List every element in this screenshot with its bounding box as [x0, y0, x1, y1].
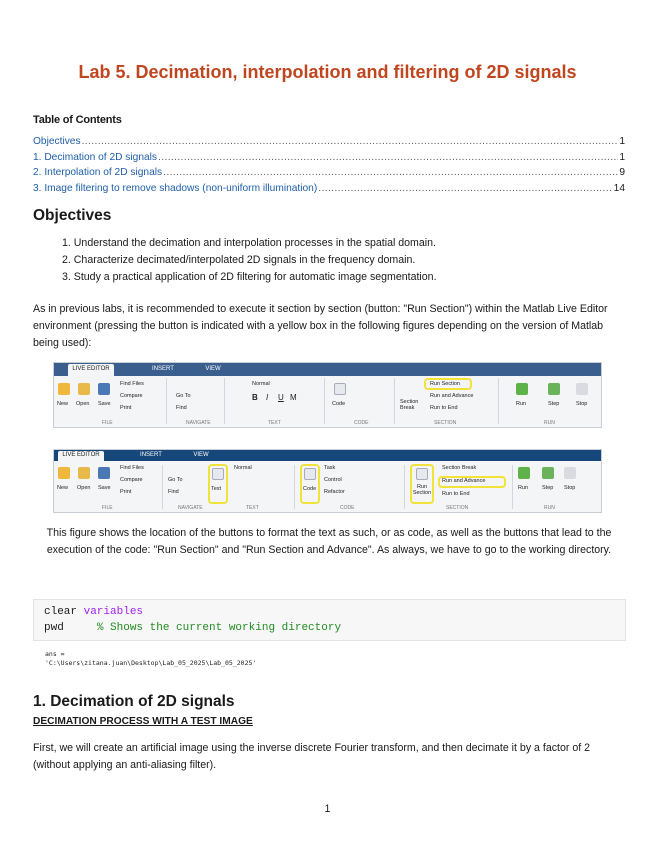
- underline-button[interactable]: U: [278, 393, 284, 402]
- find-files-button[interactable]: Find Files: [120, 465, 144, 471]
- text-icon[interactable]: [212, 468, 224, 480]
- run-section-icon[interactable]: [416, 468, 428, 480]
- new-icon[interactable]: [58, 383, 70, 395]
- code-icon[interactable]: [304, 468, 316, 480]
- document-title: Lab 5. Decimation, interpolation and filtering of 2D signals: [78, 62, 577, 82]
- page-number: 1: [324, 803, 331, 815]
- code-button[interactable]: Code: [332, 401, 346, 407]
- section-break-button[interactable]: Section Break: [442, 465, 477, 471]
- code-block[interactable]: [33, 599, 626, 641]
- text-button[interactable]: Text: [211, 486, 222, 492]
- print-button[interactable]: Print: [120, 405, 132, 411]
- list-item: 2. Characterize decimated/interpolated 2D signals in the frequency domain.: [62, 254, 416, 266]
- tab-live-editor[interactable]: LIVE EDITOR: [68, 364, 114, 376]
- group-label-run: RUN: [544, 420, 555, 426]
- ribbon-tab-bar: [54, 450, 601, 461]
- step-icon[interactable]: [542, 467, 554, 479]
- refactor-button[interactable]: Refactor: [324, 489, 345, 495]
- save-icon[interactable]: [98, 383, 110, 395]
- compare-button[interactable]: Compare: [120, 477, 143, 483]
- toc-entry[interactable]: [33, 167, 625, 183]
- bold-button[interactable]: B: [252, 393, 258, 402]
- open-icon[interactable]: [78, 383, 90, 395]
- new-icon[interactable]: [58, 467, 70, 479]
- toc-page: 1: [619, 151, 625, 163]
- toc-heading: Table of Contents: [33, 114, 122, 126]
- italic-button[interactable]: I: [266, 393, 269, 402]
- code-icon[interactable]: [334, 383, 346, 395]
- command-output: ans = 'C:\Users\zitana.juan\Desktop\Lab_05_2025\Lab_05_2025': [45, 650, 257, 667]
- step-button[interactable]: Step: [548, 401, 560, 407]
- toc-link[interactable]: 1. Decimation of 2D signals: [33, 151, 158, 163]
- compare-button[interactable]: Compare: [120, 393, 143, 399]
- toc-entry[interactable]: [33, 183, 625, 199]
- intro-paragraph: As in previous labs, it is recommended to execute it section by section (button: "Run Section") within the Matlab Live Editor environment (pressing the button is indicated with a yellow box in the following figures depending on the version of Matlab being used):: [33, 303, 608, 349]
- monospace-button[interactable]: M: [290, 393, 297, 402]
- save-button[interactable]: Save: [98, 485, 111, 491]
- save-button[interactable]: Save: [98, 401, 111, 407]
- new-button[interactable]: New: [57, 401, 69, 407]
- toc-entry[interactable]: [33, 136, 625, 152]
- code-keyword: variables: [83, 606, 144, 618]
- code-comment: % Shows the current working directory: [96, 622, 342, 634]
- group-label-section: SECTION: [434, 420, 457, 426]
- step-button[interactable]: Step: [542, 485, 554, 491]
- figure-caption: This figure shows the location of the buttons to format the text as such, or as code, as well as the buttons that lead to the execution of the code: "Run Section" and "Run Section and Advance". As always, we have to go to the working directory.: [46, 527, 612, 556]
- tab-view[interactable]: VIEW: [193, 452, 209, 458]
- save-icon[interactable]: [98, 467, 110, 479]
- objectives-list: [62, 235, 437, 286]
- find-files-button[interactable]: Find Files: [120, 381, 144, 387]
- tab-live-editor[interactable]: LIVE EDITOR: [58, 451, 104, 461]
- text-style-dropdown[interactable]: Normal: [234, 465, 252, 471]
- task-button[interactable]: Task: [324, 465, 336, 471]
- goto-button[interactable]: Go To: [168, 477, 183, 483]
- run-and-advance-button[interactable]: Run and Advance: [442, 478, 486, 484]
- run-and-advance-button[interactable]: Run and Advance: [430, 393, 474, 399]
- section-paragraph: First, we will create an artificial image using the inverse discrete Fourier transform, and then decimate it by a factor of 2 (without applying an anti-aliasing filter).: [33, 742, 590, 771]
- run-button[interactable]: Run: [516, 401, 527, 407]
- run-to-end-button[interactable]: Run to End: [442, 491, 470, 497]
- ribbon-tab-bar: [54, 363, 601, 376]
- control-button[interactable]: Control: [324, 477, 342, 483]
- text-style-dropdown[interactable]: Normal: [252, 381, 270, 387]
- group-label-code: CODE: [340, 505, 355, 511]
- run-to-end-button[interactable]: Run to End: [430, 405, 458, 411]
- run-section-button[interactable]: Run Section: [412, 484, 432, 496]
- stop-icon[interactable]: [576, 383, 588, 395]
- code-line: pwd % Shows the current working directory: [44, 622, 342, 634]
- group-label-text: TEXT: [268, 420, 281, 426]
- toc-page: 14: [613, 182, 625, 194]
- matlab-ribbon-screenshot-old: [53, 362, 602, 428]
- list-item: 1. Understand the decimation and interpolation processes in the spatial domain.: [62, 237, 436, 249]
- run-section-button[interactable]: Run Section: [430, 381, 460, 387]
- open-button[interactable]: Open: [76, 401, 90, 407]
- list-item: 3. Study a practical application of 2D filtering for automatic image segmentation.: [62, 271, 437, 283]
- open-button[interactable]: Open: [77, 485, 91, 491]
- code-button[interactable]: Code: [303, 486, 317, 492]
- group-label-code: CODE: [354, 420, 369, 426]
- find-button[interactable]: Find: [168, 489, 179, 495]
- code-line: clear variables: [44, 606, 144, 618]
- toc-page: 9: [619, 167, 625, 178]
- tab-view[interactable]: VIEW: [205, 366, 221, 372]
- table-of-contents: [33, 136, 625, 198]
- matlab-ribbon-screenshot-new: [53, 449, 602, 513]
- group-label-text: TEXT: [246, 505, 259, 511]
- section-heading-decimation: 1. Decimation of 2D signals: [33, 693, 235, 710]
- group-label-file: FILE: [102, 420, 113, 426]
- toc-page: 1: [619, 136, 625, 147]
- group-label-run: RUN: [544, 505, 555, 511]
- stop-icon[interactable]: [564, 467, 576, 479]
- stop-button[interactable]: Stop: [576, 401, 588, 407]
- print-button[interactable]: Print: [120, 489, 132, 495]
- toc-link[interactable]: Objectives: [33, 136, 81, 147]
- step-icon[interactable]: [548, 383, 560, 395]
- open-icon[interactable]: [78, 467, 90, 479]
- toc-entry[interactable]: [33, 152, 625, 168]
- new-button[interactable]: New: [57, 485, 69, 491]
- find-button[interactable]: Find: [176, 405, 187, 411]
- run-icon[interactable]: [518, 467, 530, 479]
- group-label-navigate: NAVIGATE: [186, 420, 211, 426]
- run-icon[interactable]: [516, 383, 528, 395]
- tab-insert[interactable]: INSERT: [152, 366, 174, 372]
- group-label-section: SECTION: [446, 505, 469, 511]
- tab-insert[interactable]: INSERT: [140, 452, 162, 458]
- toc-link[interactable]: 3. Image filtering to remove shadows (non-uniform illumination): [33, 182, 318, 194]
- group-label-file: FILE: [102, 505, 113, 511]
- section-break-button[interactable]: Section Break: [400, 399, 419, 411]
- toc-link[interactable]: 2. Interpolation of 2D signals: [33, 167, 163, 178]
- goto-button[interactable]: Go To: [176, 393, 191, 399]
- group-label-navigate: NAVIGATE: [178, 505, 203, 511]
- objectives-heading: Objectives: [33, 207, 112, 224]
- run-button[interactable]: Run: [518, 485, 529, 491]
- stop-button[interactable]: Stop: [564, 485, 576, 491]
- subheading: DECIMATION PROCESS WITH A TEST IMAGE: [33, 716, 253, 727]
